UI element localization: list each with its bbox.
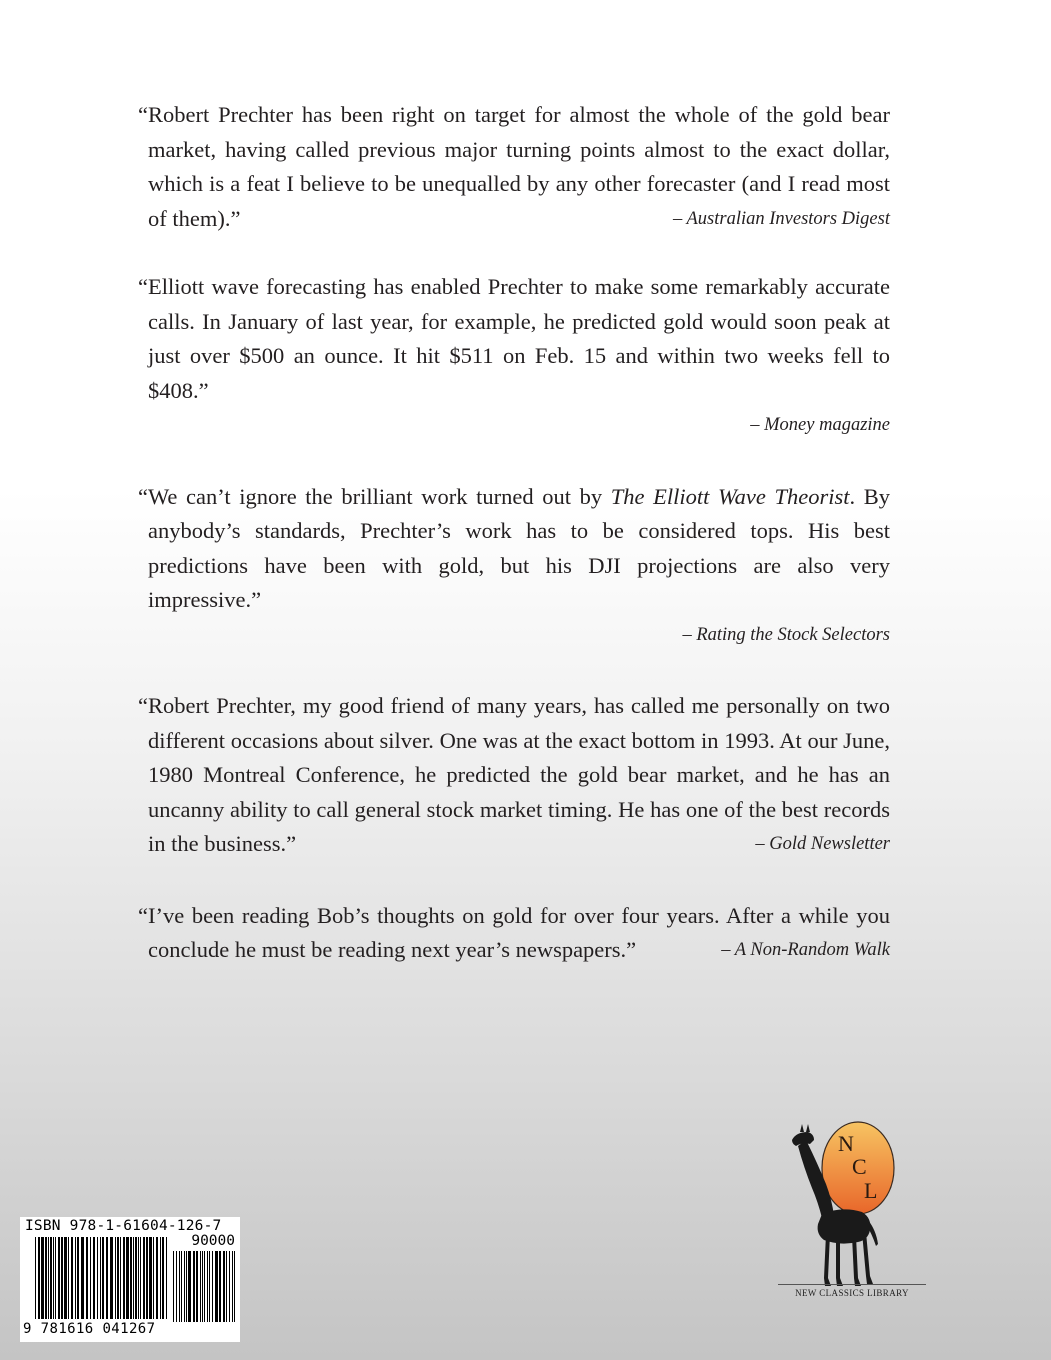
quote-text-after: . By anybody’s standards, Prechter’s work has to be considered tops. His best predictions have been with gold, but his DJI projections are also very impressive.” [148,483,891,612]
barcode-bar [61,1237,63,1319]
barcode-bar [35,1237,36,1319]
barcode-bar [120,1237,121,1319]
barcode-bars [35,1237,167,1319]
barcode-bar [110,1237,113,1319]
barcode-bar [200,1251,201,1322]
testimonial-quote [138,689,890,862]
barcode-bar [38,1237,40,1319]
barcode-bar [223,1251,225,1322]
testimonial-quote [138,899,890,968]
barcode-bar [81,1237,84,1319]
testimonials [138,98,890,968]
barcode-bar [204,1251,205,1322]
barcode-bar [68,1237,69,1319]
barcode-bar [179,1251,180,1322]
barcode-bar [50,1237,52,1319]
barcode-bar [64,1237,67,1319]
barcode-bar [102,1237,104,1319]
barcode-bar [146,1237,148,1319]
barcode-bar [149,1237,152,1319]
logo-letter-n: N [838,1131,854,1156]
barcode-bar [188,1251,191,1322]
barcode-bar [117,1237,119,1319]
barcode-bar [156,1237,158,1319]
barcode-bar [55,1237,56,1319]
barcode-bar [48,1237,49,1319]
quote-attribution: – Australian Investors Digest [672,208,890,229]
price-code: 90000 [191,1233,235,1249]
barcode-bar [209,1251,210,1322]
barcode-bar [212,1251,213,1322]
barcode-bar [232,1251,233,1322]
quote-text: “I’ve been reading Bob’s thoughts on gold for over four years. After a while you conclude he must be reading next year’s newspapers.” [138,902,890,962]
quote-attribution: – Gold Newsletter [755,834,890,854]
barcode-bar [138,1237,139,1319]
barcode-bar [215,1251,218,1322]
quote-attribution: – Money magazine [750,415,890,435]
barcode-bar [100,1237,101,1319]
barcode-bar [130,1237,132,1319]
publication-title: The Elliott Wave Theorist [610,483,850,509]
barcode-bar [58,1237,60,1319]
barcode-bar [126,1237,129,1319]
testimonial-quote [138,98,890,236]
barcode-bar [234,1251,235,1322]
barcode-bar [153,1237,154,1319]
barcode-bar [196,1251,198,1322]
testimonial-quote [138,480,890,653]
barcode-bar [45,1237,47,1319]
barcode-bar [123,1237,125,1319]
barcode-bar [226,1251,227,1322]
logo-divider [778,1284,926,1285]
barcode-bar [97,1237,98,1319]
barcode-bar [90,1237,91,1319]
logo-letter-l: L [864,1178,878,1203]
logo-letter-c: C [852,1154,867,1179]
barcode-bar [193,1251,195,1322]
barcode-bar [143,1237,145,1319]
barcode-bar [229,1251,230,1322]
barcode-bar [106,1237,108,1319]
publisher-name: NEW CLASSICS LIBRARY [795,1288,909,1298]
quote-attribution: – A Non-Random Walk [721,940,890,960]
barcode-bar [41,1237,44,1319]
barcode-bar [181,1251,182,1322]
barcode-bar [176,1251,177,1322]
barcode-bar [173,1251,174,1322]
barcode-bar [77,1237,79,1319]
barcode-bar [184,1251,185,1322]
barcode-bar [166,1237,167,1319]
quote-text: “Elliott wave forecasting has enabled Prechter to make some remarkably accurate calls. In January of last year, for example, he predicted gold would soon peak at just over $500 an ounce. It hit $511 on Feb. 15 and within two weeks fell to $408.” [138,274,890,403]
testimonial-quote [138,270,890,443]
publisher-logo [778,1106,932,1302]
barcode-bar [93,1237,95,1319]
barcode-bar [86,1237,88,1319]
barcode-bar [162,1237,164,1319]
barcode-bar [75,1237,76,1319]
quote-text-before: “We can’t ignore the brilliant work turned out by [138,483,611,509]
barcode-bar [186,1251,187,1322]
barcode-bar [207,1251,208,1322]
quote-text: “Robert Prechter has been right on target for almost the whole of the gold bear market, having called previous major turning points almost to the exact dollar, which is a feat I believe to be unequalled by any other forecaster (and I read most of them).” [138,102,890,231]
barcode-bar [133,1237,134,1319]
barcode-bar [202,1251,203,1322]
barcode-digits: 9 781616 041267 [23,1321,156,1337]
barcode-bar [160,1237,161,1319]
barcode-bar [219,1251,221,1322]
barcode-bar [135,1237,137,1319]
isbn-barcode [20,1217,240,1342]
barcode-addon-bars [173,1251,235,1322]
barcode-bar [53,1237,54,1319]
barcode-bar [115,1237,116,1319]
isbn-number: ISBN 978-1-61604-126-7 [25,1218,222,1234]
quote-text: “Robert Prechter, my good friend of many years, has called me personally on two different occasions about silver. One was at the exact bottom in 1993. At our June, 1980 Montreal Conference, he predicted the gold bear market, and he has an uncanny ability to call general stock market timing. He has one of the best records in the business.” [138,693,890,856]
barcode-bar [140,1237,141,1319]
quote-attribution: – Rating the Stock Selectors [682,624,890,645]
barcode-bar [71,1237,73,1319]
